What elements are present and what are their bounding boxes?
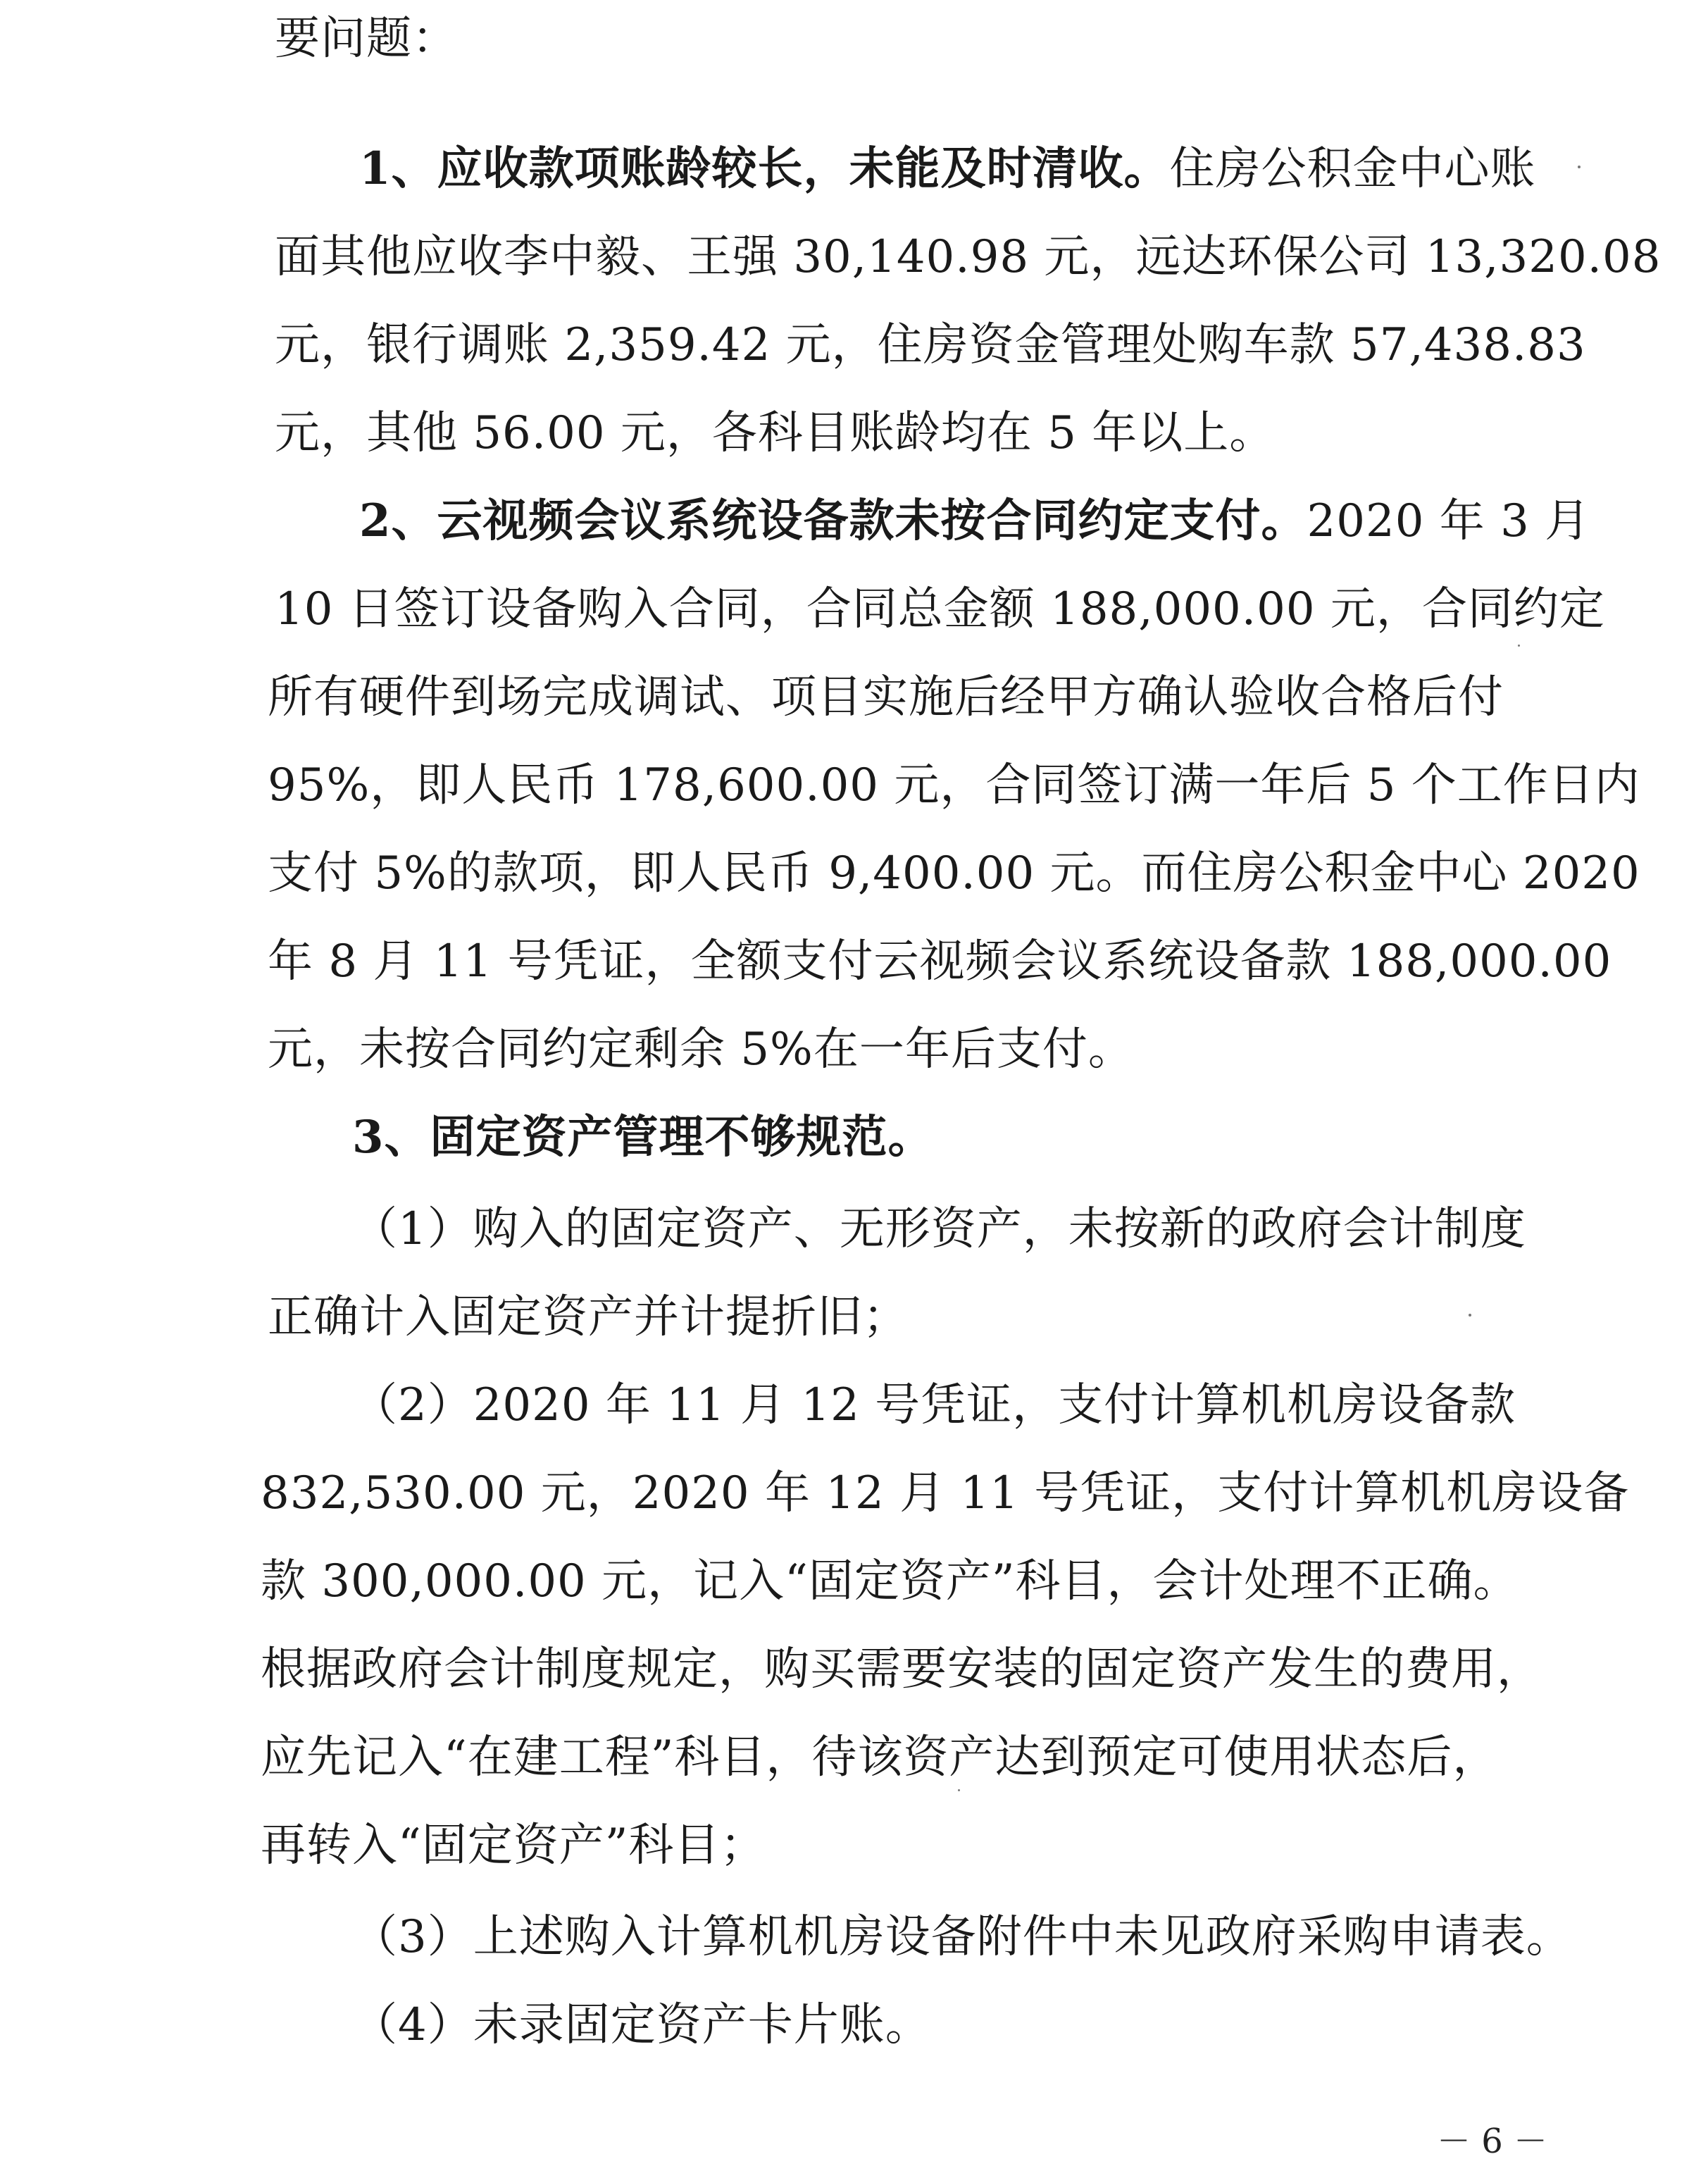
scan-speck [1518, 645, 1520, 647]
item3-sub2-line-5: 应先记入“在建工程”科目，待该资产达到预定可使用状态后， [261, 1731, 1499, 1784]
item1-first-line [359, 141, 1536, 197]
item2-heading: 2、云视频会议系统设备款未按合同约定支付。 [359, 494, 1307, 547]
item1-heading: 1、应收款项账龄较长，未能及时清收。 [359, 142, 1170, 195]
scan-speck [1469, 1314, 1471, 1317]
item2-first-line [359, 493, 1590, 549]
page-number: － 6 － [1437, 2122, 1548, 2161]
item3-heading: 3、固定资产管理不够规范。 [352, 1111, 934, 1164]
item2-line-7: 元，未按合同约定剩余 5%在一年后支付。 [268, 1023, 1134, 1076]
item3-sub1-line-2: 正确计入固定资产并计提折旧； [268, 1291, 909, 1343]
item3-sub2-line-3: 款 300,000.00 元，记入“固定资产”科目，会计处理不正确。 [261, 1555, 1519, 1607]
item1-line-3: 元，银行调账 2,359.42 元，住房资金管理处购车款 57,438.83 [275, 319, 1586, 371]
item2-line-4: 95%，即人民币 178,600.00 元，合同签订满一年后 5 个工作日内 [268, 759, 1640, 811]
item1-line-4: 元，其他 56.00 元，各科目账龄均在 5 年以上。 [275, 407, 1276, 459]
item3-sub2-line-2: 832,530.00 元，2020 年 12 月 11 号凭证，支付计算机机房设备 [261, 1467, 1630, 1519]
item2-line-2: 10 日签订设备购入合同，合同总金额 188,000.00 元，合同约定 [275, 583, 1605, 635]
item2-line-6: 年 8 月 11 号凭证，全额支付云视频会议系统设备款 188,000.00 [268, 935, 1612, 988]
item1-line1-rest: 住房公积金中心账 [1169, 143, 1536, 195]
scan-speck [958, 1789, 960, 1791]
item2-line-3: 所有硬件到场完成调试、项目实施后经甲方确认验收合格后付 [268, 671, 1504, 723]
item3-sub4-line: （4）未录固定资产卡片账。 [352, 1999, 931, 2051]
intro-line: 要问题： [275, 13, 458, 65]
item2-line1-rest: 2020 年 3 月 [1307, 495, 1591, 547]
item3-sub2-line-4: 根据政府会计制度规定，购买需要安装的固定资产发生的费用， [261, 1643, 1542, 1695]
item3-sub2-line-1: （2）2020 年 11 月 12 号凭证，支付计算机机房设备款 [352, 1379, 1516, 1431]
item3-sub1-line-1: （1）购入的固定资产、无形资产，未按新的政府会计制度 [352, 1203, 1526, 1255]
scan-speck [1578, 166, 1581, 168]
item1-line-2: 面其他应收李中毅、王强 30,140.98 元，远达环保公司 13,320.08 [275, 231, 1662, 283]
item2-line-5: 支付 5%的款项，即人民币 9,400.00 元。而住房公积金中心 2020 [268, 847, 1640, 900]
item3-sub3-line: （3）上述购入计算机机房设备附件中未见政府采购申请表。 [352, 1911, 1572, 1963]
item3-sub2-line-6: 再转入“固定资产”科目； [261, 1819, 766, 1872]
